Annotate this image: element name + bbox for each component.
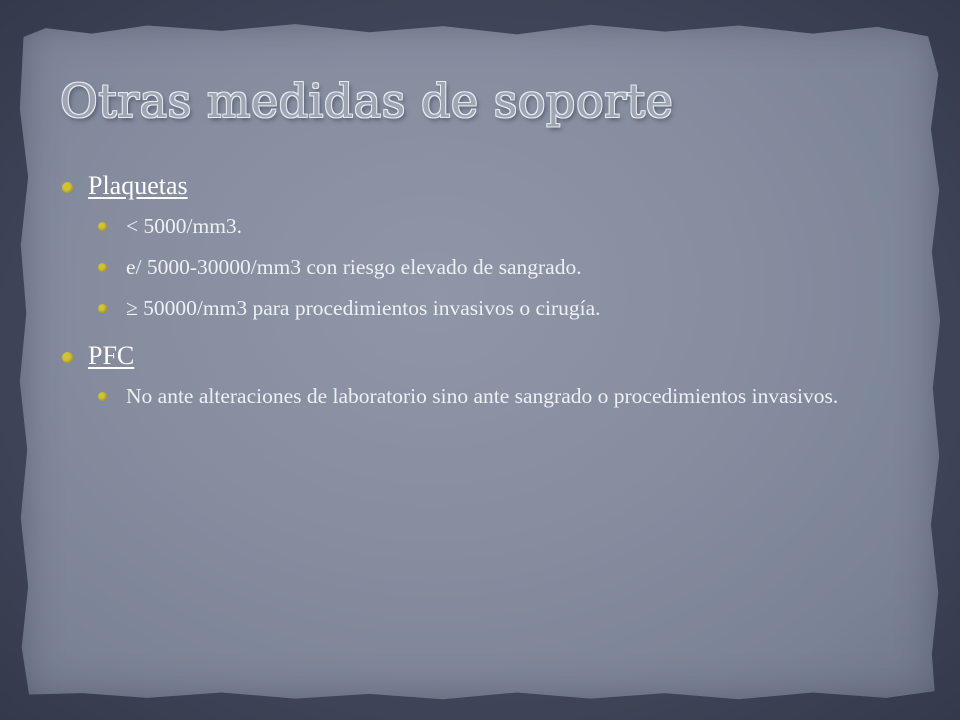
list-item <box>88 380 916 412</box>
sub-list-plaquetas <box>88 210 922 324</box>
list-item-text: < 5000/mm3. <box>126 214 243 238</box>
list-item-text: ≥ 50000/mm3 para procedimientos invasivos o cirugía. <box>126 296 601 320</box>
list-item <box>88 251 922 283</box>
bullet-dot-icon <box>98 263 107 272</box>
section-heading-pfc[interactable]: PFC <box>88 341 135 370</box>
list-item-text: e/ 5000-30000/mm3 con riesgo elevado de sangrado. <box>126 255 582 279</box>
bullet-dot-icon <box>98 222 107 231</box>
slide-content <box>62 168 922 426</box>
section-pfc <box>62 338 922 412</box>
list-item <box>88 210 922 242</box>
sub-list-pfc <box>88 380 922 412</box>
section-plaquetas <box>62 168 922 324</box>
list-item-text: No ante alteraciones de laboratorio sino ante sangrado o procedimientos invasivos. <box>126 384 839 408</box>
bullet-dot-icon <box>98 304 107 313</box>
bullet-dot-icon <box>98 392 107 401</box>
list-item <box>88 292 922 324</box>
bullet-dot-icon <box>62 182 73 193</box>
section-heading-plaquetas[interactable]: Plaquetas <box>88 171 188 200</box>
slide-title: Otras medidas de soporte <box>60 74 674 128</box>
bullet-dot-icon <box>62 352 73 363</box>
bullet-list <box>62 168 922 412</box>
